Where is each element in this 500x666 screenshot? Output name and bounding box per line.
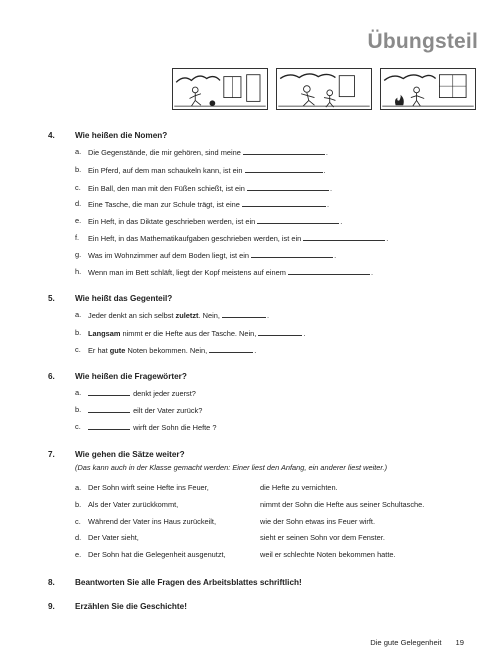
answer-blank[interactable]	[88, 388, 130, 396]
item-end: .	[303, 329, 306, 338]
item-label: c.	[75, 517, 81, 526]
question-title: Wie heißen die Nomen?	[75, 131, 168, 140]
item-label: c.	[75, 345, 81, 354]
item-end: .	[370, 268, 373, 277]
question-number: 4.	[48, 131, 55, 140]
answer-blank[interactable]	[257, 216, 339, 224]
item-label: h.	[75, 267, 82, 276]
q6-item-a	[0, 388, 500, 400]
sentence-end: nimmt der Sohn die Hefte aus seiner Schultasche.	[260, 500, 425, 509]
item-text: wirft der Sohn die Hefte ?	[133, 423, 217, 432]
item-end: .	[323, 166, 326, 175]
item-text: nimmt er die Hefte aus der Tasche. Nein,	[120, 329, 257, 338]
q4-item-e	[0, 216, 500, 228]
q7-item-b	[0, 500, 500, 512]
answer-blank[interactable]	[258, 328, 302, 336]
q4-item-f	[0, 233, 500, 245]
item-end: .	[326, 200, 329, 209]
q6-item-b	[0, 405, 500, 417]
item-label: f.	[75, 233, 80, 242]
answer-blank[interactable]	[222, 310, 266, 318]
q7-item-a	[0, 483, 500, 495]
answer-blank[interactable]	[242, 199, 326, 207]
sentence-start: Der Sohn hat die Gelegenheit ausgenutzt,	[88, 550, 226, 559]
item-text: Ein Ball, den man mit den Füßen schießt, ist ein	[88, 184, 245, 193]
item-text: Ein Heft, in das Diktate geschrieben werden, ist ein	[88, 217, 256, 226]
sentence-start: Während der Vater ins Haus zurückeilt,	[88, 517, 217, 526]
answer-blank[interactable]	[245, 165, 323, 173]
item-text: eilt der Vater zurück?	[133, 406, 203, 415]
sentence-start: Der Sohn wirft seine Hefte ins Feuer,	[88, 483, 209, 492]
comic-panel-father-chasing-icon	[276, 68, 372, 110]
sentence-start: Als der Vater zurückkommt,	[88, 500, 179, 509]
item-end: .	[334, 251, 337, 260]
item-label: b.	[75, 165, 82, 174]
page-number: 19	[455, 638, 464, 647]
item-keyword: gute	[109, 346, 126, 355]
item-label: a.	[75, 310, 82, 319]
item-text: Er hat	[88, 346, 110, 355]
item-text: Ein Pferd, auf dem man schaukeln kann, ist ein	[88, 166, 243, 175]
item-text: Eine Tasche, die man zur Schule trägt, ist eine	[88, 200, 240, 209]
sentence-start: Der Vater sieht,	[88, 533, 139, 542]
answer-blank[interactable]	[88, 422, 130, 430]
item-text: Was im Wohnzimmer auf dem Boden liegt, ist ein	[88, 251, 250, 260]
item-label: a.	[75, 483, 82, 492]
question-title: Wie heißen die Fragewörter?	[75, 372, 187, 381]
q4-item-g	[0, 250, 500, 262]
q5-item-a	[0, 310, 500, 322]
q5-item-b	[0, 328, 500, 340]
q4-item-h	[0, 267, 500, 279]
item-label: g.	[75, 250, 82, 259]
item-end: .	[254, 346, 257, 355]
q4-item-c	[0, 183, 500, 195]
item-label: a.	[75, 388, 82, 397]
q5-item-c	[0, 345, 500, 357]
answer-blank[interactable]	[88, 405, 130, 413]
q4-item-a	[0, 147, 500, 159]
question-number: 9.	[48, 602, 55, 611]
item-label: d.	[75, 199, 82, 208]
question-title: Erzählen Sie die Geschichte!	[75, 602, 187, 611]
item-label: c.	[75, 183, 81, 192]
q6-item-c	[0, 422, 500, 434]
page-title: Übungsteil	[367, 30, 478, 53]
item-label: b.	[75, 328, 82, 337]
footer-title: Die gute Gelegenheit	[370, 638, 442, 647]
question-title: Beantworten Sie alle Fragen des Arbeitsblattes schriftlich!	[75, 578, 302, 587]
answer-blank[interactable]	[209, 345, 253, 353]
answer-blank[interactable]	[288, 267, 370, 275]
item-text: Ein Heft, in das Mathematikaufgaben geschrieben werden, ist ein	[88, 234, 302, 243]
sentence-end: wie der Sohn etwas ins Feuer wirft.	[260, 517, 376, 526]
question-number: 8.	[48, 578, 55, 587]
question-title: Wie gehen die Sätze weiter?	[75, 450, 185, 459]
item-text: Noten bekommen. Nein,	[125, 346, 208, 355]
q7-item-c	[0, 517, 500, 529]
item-label: b.	[75, 405, 82, 414]
comic-strip	[172, 68, 476, 110]
sentence-end: die Hefte zu vernichten.	[260, 483, 338, 492]
answer-blank[interactable]	[247, 183, 329, 191]
item-text: . Nein,	[198, 311, 220, 320]
item-keyword: zuletzt	[175, 311, 199, 320]
question-note: (Das kann auch in der Klasse gemacht werden: Einer liest den Anfang, ein anderer liest weiter.)	[75, 463, 388, 472]
answer-blank[interactable]	[303, 233, 385, 241]
question-number: 7.	[48, 450, 55, 459]
q7-item-e	[0, 550, 500, 562]
q4-item-b	[0, 165, 500, 177]
item-text: denkt jeder zuerst?	[133, 389, 196, 398]
sentence-end: weil er schlechte Noten bekommen hatte.	[260, 550, 396, 559]
comic-panel-homework-fire-icon	[380, 68, 476, 110]
item-keyword: Langsam	[88, 329, 121, 338]
item-label: e.	[75, 216, 82, 225]
q7-item-d	[0, 533, 500, 545]
question-number: 6.	[48, 372, 55, 381]
item-text: Die Gegenstände, die mir gehören, sind meine	[88, 148, 241, 157]
sentence-end: sieht er seinen Sohn vor dem Fenster.	[260, 533, 385, 542]
item-end: .	[325, 148, 328, 157]
item-label: b.	[75, 500, 82, 509]
comic-panel-boy-kicking-ball-icon	[172, 68, 268, 110]
item-end: .	[340, 217, 343, 226]
item-text: Jeder denkt an sich selbst	[88, 311, 176, 320]
question-number: 5.	[48, 294, 55, 303]
item-label: d.	[75, 533, 82, 542]
question-title: Wie heißt das Gegenteil?	[75, 294, 173, 303]
q4-item-d	[0, 199, 500, 211]
page-footer	[370, 638, 464, 647]
answer-blank[interactable]	[243, 147, 325, 155]
item-label: e.	[75, 550, 82, 559]
item-end: .	[329, 184, 333, 193]
item-text: Wenn man im Bett schläft, liegt der Kopf meistens auf einem	[88, 268, 286, 277]
answer-blank[interactable]	[251, 250, 333, 258]
item-label: c.	[75, 422, 81, 431]
item-label: a.	[75, 147, 82, 156]
item-end: .	[386, 234, 389, 243]
item-end: .	[266, 311, 270, 320]
